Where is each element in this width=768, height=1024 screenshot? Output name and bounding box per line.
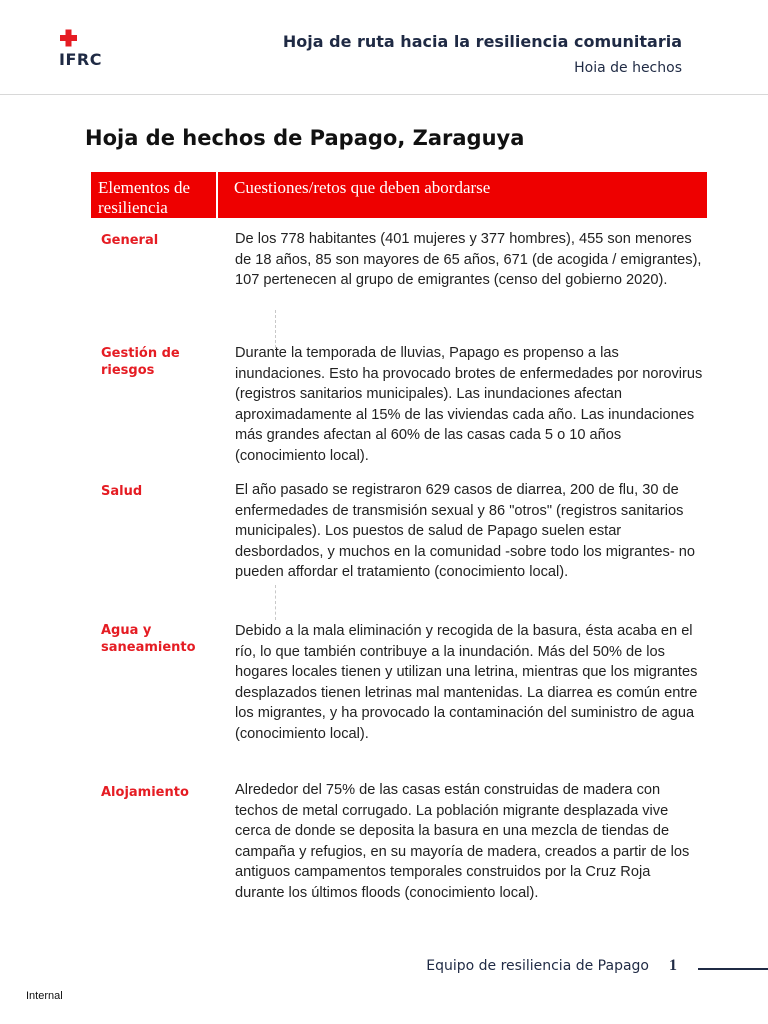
header-divider: [0, 94, 768, 95]
column-separator: [216, 172, 218, 218]
row-label-water-sanitation: Agua y saneamiento: [101, 623, 196, 655]
page-number: 1: [669, 957, 677, 974]
footer-rule: [698, 968, 768, 970]
row-label-health: Salud: [101, 484, 143, 499]
table-header: [91, 172, 707, 218]
footer-team-name: Equipo de resiliencia de Papago: [426, 958, 649, 974]
red-cross-crescent-icon: [58, 26, 106, 52]
row-text-general: De los 778 habitantes (401 mujeres y 377 hombres), 455 son menores de 18 años, 85 son mayores de 65 años, 671 (de acogida / emigrantes), 107 pertenecen al grupo de emigrantes (censo del gobierno 2020).: [235, 231, 702, 289]
row-label-risk-management: Gestión de riesgos: [101, 346, 180, 378]
row-text-water-sanitation: Debido a la mala eliminación y recogida de la basura, ésta acaba en el río, lo que también contribuye a la inundación. Más del 50% de los hogares locales tienen y utilizan una letrina, mientras que los migrantes desplazados tienen letrinas mal mantenidas. La diarrea es común entre los migrantes, y ha provocado la contaminación del suministro de agua (conocimiento local).: [235, 623, 698, 742]
document-title: Hoja de ruta hacia la resiliencia comunitaria: [282, 32, 682, 51]
logo-text: IFRC: [59, 50, 102, 69]
row-text-shelter: Alrededor del 75% de las casas están construidas de madera con techos de metal corrugado. La población migrante desplazada vive cerca de donde se deposita la basura en una mezcla de tiendas de campaña y refugios, en su mayoría de madera, creados a partir de los antiguos campamentos temporales construidos por la Cruz Roja durante los últimos floods (conocimiento local).: [235, 782, 690, 901]
row-label-shelter: Alojamiento: [101, 785, 189, 800]
column-header-elements: Elementos de resiliencia: [98, 178, 191, 217]
row-label-general: General: [101, 233, 159, 248]
ifrc-logo: [58, 26, 118, 76]
column-header-issues: Cuestiones/retos que deben abordarse: [234, 178, 491, 197]
classification-label: Internal: [26, 990, 63, 1002]
page-title: Hoja de hechos de Papago, Zaraguya: [85, 126, 525, 150]
row-text-risk-management: Durante la temporada de lluvias, Papago es propenso a las inundaciones. Esto ha provocado brotes de enfermedades por norovirus (registros sanitarios municipales). Las inundaciones afectan aproximadamente al 15% de las viviendas cada año. Las inundaciones más grandes afectan al 60% de las casas cada 5 o 10 años (conocimiento local).: [235, 345, 703, 464]
row-text-health: El año pasado se registraron 629 casos de diarrea, 200 de flu, 30 de enfermedades de transmisión sexual y 86 "otros" (registros sanitarios municipales). Los puestos de salud de Papago suelen estar desbordados, y muchos en la comunidad -sobre todo los migrantes- no pueden affordar el tratamiento (conocimiento local).: [235, 482, 695, 581]
document-subtitle: Hoia de hechos: [574, 60, 682, 76]
dashed-guide: [275, 585, 276, 620]
